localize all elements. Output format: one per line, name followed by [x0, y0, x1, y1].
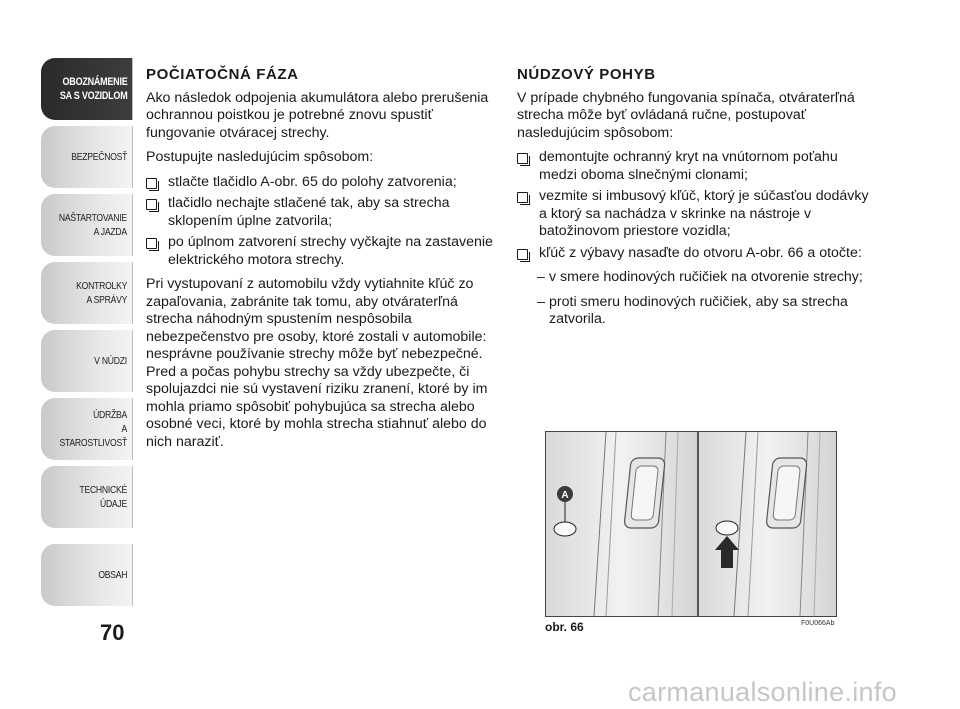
section-initial-phase	[146, 66, 496, 458]
tab-label: BEZPEČNOSŤ	[71, 151, 127, 163]
list-item	[146, 174, 496, 192]
page-number: 70	[100, 620, 125, 645]
watermark-text: carmanualsonline.info	[628, 677, 897, 707]
list-item	[146, 234, 496, 269]
tab-oboznamenie[interactable]	[41, 58, 133, 120]
tab-nastartovanie[interactable]	[41, 194, 133, 256]
tab-technicke-udaje[interactable]	[41, 466, 133, 528]
label-a-text: A	[561, 490, 569, 501]
checkbox-bullet-icon	[146, 199, 157, 210]
tab-label: NAŠTARTOVANIE A JAZDA	[59, 212, 127, 238]
list-item-text: proti smeru hodinových ručičiek, aby sa strecha zatvorila.	[549, 293, 848, 327]
tab-label: V NÚDZI	[94, 355, 127, 367]
list-item-text: demontujte ochranný kryt na vnútornom poťahu medzi oboma slnečnými clonami;	[539, 149, 838, 183]
dash-bullet: –	[537, 269, 545, 285]
list-item	[517, 188, 877, 241]
figure-roof-panel	[545, 431, 837, 617]
steps-list	[146, 174, 496, 270]
figure-code: F0U066Ab	[801, 620, 835, 627]
dash-bullet: –	[537, 293, 545, 310]
list-item	[517, 245, 877, 263]
paragraph-intro: Ako následok odpojenia akumulátora alebo prerušenia ochrannou poistkou je potrebné znovu spustiť fungovanie otváracej strechy.	[146, 89, 489, 141]
access-hole-icon	[716, 521, 738, 535]
tab-udrzba[interactable]	[41, 398, 133, 460]
list-item-text: vezmite si imbusový kľúč, ktorý je súčasťou dodávky a ktorý sa nachádza v skrinke na nástroje v batožinovom priestore vozidla;	[539, 188, 869, 239]
substeps-list	[517, 269, 877, 329]
paragraph-warning: Pri vystupovaní z automobilu vždy vytiahnite kľúč zo zapaľovania, zabránite tak tomu, aby otváraterľná strecha náhodným spustením nespôsobila nebezpečenstvo pre osoby, ktoré zostali v automobile: nesprávne používanie strechy môže byť nebezpečné. Pred a počas pohybu strechy sa vždy ubezpečte, či spolujazdci nie sú vystavení riziku zranení, ktoré by im mohla priamo spôsobiť pohybujúca sa strecha alebo osobné veci, ktoré by mohla strecha stiahnuť alebo do nich naraziť.	[146, 276, 488, 450]
checkbox-bullet-icon	[517, 249, 528, 260]
tab-label: KONTROLKY A SPRÁVY	[76, 280, 127, 306]
tab-bezpecnost[interactable]	[41, 126, 133, 188]
tab-label: TECHNICKÉ ÚDAJE	[79, 484, 127, 510]
tab-obsah[interactable]	[41, 544, 133, 606]
list-item	[517, 294, 877, 329]
checkbox-bullet-icon	[146, 178, 157, 189]
checkbox-bullet-icon	[146, 238, 157, 249]
tab-label: OBOZNÁMENIE SA S VOZIDLOM	[59, 76, 128, 102]
checkbox-bullet-icon	[517, 192, 528, 203]
tab-kontrolky[interactable]	[41, 262, 133, 324]
section-heading: NÚDZOVÝ POHYB	[517, 66, 656, 83]
paragraph-intro: V prípade chybného fungovania spínača, otváraterľná strecha môže byť ovládaná ručne, postupovať nasledujúcim spôsobom:	[517, 89, 855, 141]
list-item-text: kľúč z výbavy nasaďte do otvoru A-obr. 66 a otočte:	[539, 244, 862, 261]
list-item-text: po úplnom zatvorení strechy vyčkajte na zastavenie elektrického motora strechy.	[168, 234, 493, 268]
figure-caption: obr. 66	[545, 620, 584, 634]
section-emergency-operation	[517, 66, 877, 336]
steps-list	[517, 149, 877, 262]
checkbox-bullet-icon	[517, 153, 528, 164]
roof-panel-illustration	[546, 432, 836, 616]
list-item-text: v smere hodinových ručičiek na otvorenie strechy;	[549, 269, 863, 285]
access-hole-icon	[554, 522, 576, 536]
list-item-text: tlačidlo nechajte stlačené tak, aby sa strecha sklopením úplne zatvorila;	[168, 195, 450, 229]
tab-label: ÚDRŽBA A STAROSTLIVOSŤ	[59, 409, 127, 449]
section-heading: POČIATOČNÁ FÁZA	[146, 66, 299, 83]
paragraph-steps-intro: Postupujte nasledujúcim spôsobom:	[146, 149, 374, 165]
list-item	[517, 149, 877, 184]
tab-v-nudzi[interactable]	[41, 330, 133, 392]
list-item	[146, 195, 496, 230]
list-item-text: stlačte tlačidlo A-obr. 65 do polohy zatvorenia;	[168, 173, 457, 190]
list-item	[517, 269, 877, 287]
tab-label: OBSAH	[98, 569, 127, 581]
